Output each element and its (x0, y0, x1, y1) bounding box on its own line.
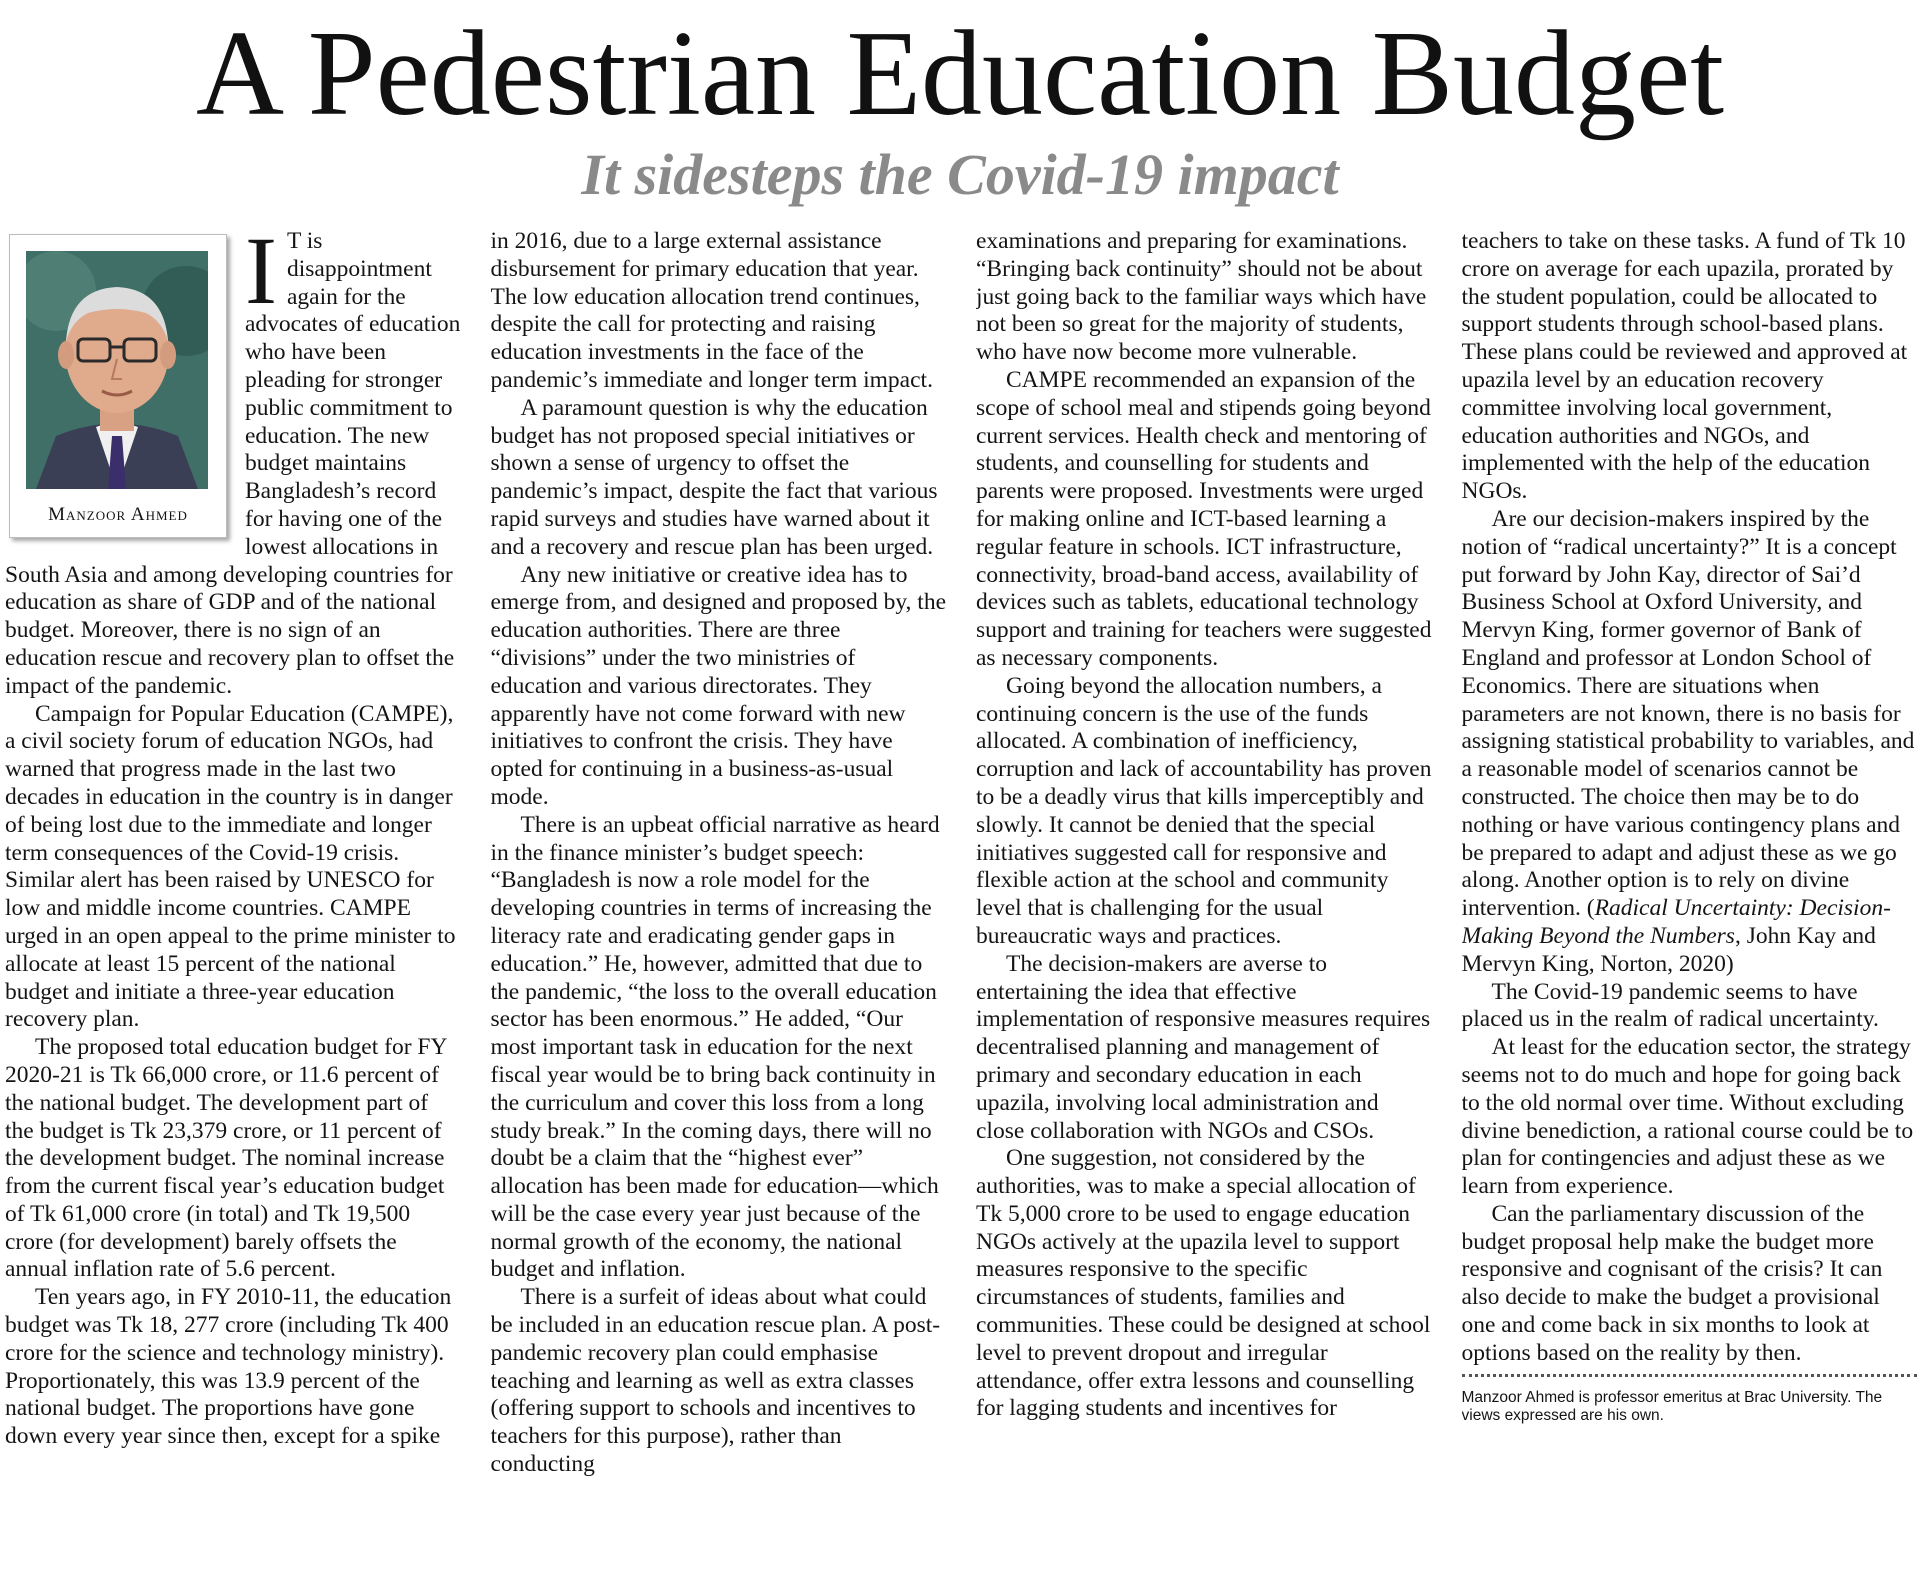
paragraph: At least for the education sector, the strategy seems not to do much and hope for going back to the old normal over time. Without excluding divine benediction, a rational course could be to plan for contingencies and adjust these as we learn from experience. (1461, 1034, 1914, 1200)
column-3 (976, 228, 1432, 1588)
column-2 (491, 228, 947, 1588)
dotted-divider (1462, 1374, 1918, 1377)
author-byline: Manzoor Ahmed (48, 504, 188, 525)
column-1 (5, 228, 461, 1588)
drop-cap: I (245, 228, 277, 324)
paragraph: teachers to take on these tasks. A fund of Tk 10 crore on average for each upazila, prorated by the student population, could be allocated to support students through school-based plans. These plans could be reviewed and approved at upazila level by an education recovery committee involving local government, education authorities and NGOs, and implemented with the help of the education NGOs. (1461, 228, 1908, 505)
paragraph-text: , John Kay and Mervyn King, Norton, 2020) (1461, 922, 1876, 977)
paragraph: Going beyond the allocation numbers, a continuing concern is the use of the funds allocated. A combination of inefficiency, corruption and lack of accountability has proven to be a deadly virus that kills imperceptibly and slowly. It cannot be denied that the special initiatives suggested call for responsive and flexible action at the school and community level that is challenging for the usual bureaucratic ways and practices. (976, 672, 1432, 949)
paragraph: examinations and preparing for examinations. “Bringing back continuity” should not be about just going back to the familiar ways which have not been so great for the majority of students, who have now become more vulnerable. (976, 228, 1427, 366)
author-photo (26, 251, 208, 489)
paragraph: Ten years ago, in FY 2010-11, the education budget was Tk 18, 277 crore (including Tk 400 crore for the science and technology ministry). Proportionately, this was 13.9 percent of the national budget. The proportions have gone down every year since then, except for a spike (5, 1284, 452, 1450)
paragraph-text: Are our decision-makers inspired by the notion of “radical uncertainty?” It is a concept put forward by John Kay, director of Sai’d Business School at Oxford University, and Mervyn King, former governor of Bank of England and professor at London School of Economics. There are situations when parameters are not known, there is no basis for assigning statistical probability to variables, and a reasonable model of scenarios cannot be constructed. The choice then may be to do nothing or have various contingency plans and be prepared to adapt and adjust these as we go along. Another option is to rely on divine intervention. ( (1461, 505, 1915, 922)
headline: A Pedestrian Education Budget (195, 6, 1725, 141)
subheadline: It sidesteps the Covid-19 impact (581, 142, 1339, 207)
paragraph: Campaign for Popular Education (CAMPE), a civil society forum of education NGOs, had warned that progress made in the last two decades in education in the country is in danger of being lost due to the immediate and longer term consequences of the Covid-19 crisis. Similar alert has been raised by UNESCO for low and middle income countries. CAMPE urged in an open appeal to the prime minister to allocate at least 15 percent of the national budget and initiate a three-year education recovery plan. (5, 700, 456, 1033)
author-footnote: Manzoor Ahmed is professor emeritus at Brac University. The views expressed are his own. (1461, 1388, 1883, 1424)
paragraph-text: T is disappointment again for the advocates of education who have been pleading for stronger public commitment to education. The new budget maintains Bangladesh’s record for having one of the lowest allocations in South Asia and among developing countries for education as share of GDP and of the national budget. Moreover, there is no sign of an education rescue and recovery plan to offset the impact of the pandemic. (5, 228, 461, 699)
article-body (5, 228, 1917, 1588)
paragraph: There is an upbeat official narrative as heard in the finance minister’s budget speech: “Bangladesh is now a role model for the developing countries in terms of increasing the literacy rate and eradicating gender gaps in education.” He, however, admitted that due to the pandemic, “the loss to the overall education sector has been enormous.” He added, “Our most important task in education for the next fiscal year would be to bring back continuity in the curriculum and cover this loss from a long study break.” In the coming days, there will no doubt be a claim that the “highest ever” allocation has been made for education—which will be the case every year just because of the normal growth of the economy, the national budget and inflation. (490, 811, 940, 1283)
paragraph: The Covid-19 pandemic seems to have placed us in the realm of radical uncertainty. (1461, 978, 1879, 1033)
column-4 (1462, 228, 1918, 1588)
paragraph: Any new initiative or creative idea has to emerge from, and designed and proposed by, the education authorities. There are three “divisions” under the two ministries of education and various directorates. They apparently have not come forward with new initiatives to confront the crisis. They have opted for continuing in a business-as-usual mode. (490, 561, 946, 810)
book-title: Radical Uncertainty: Decision-Making Beyond the Numbers (1461, 895, 1891, 949)
paragraph: The proposed total education budget for FY 2020-21 is Tk 66,000 crore, or 11.6 percent of the national budget. The development part of the budget is Tk 23,379 crore, or 11 percent of the development budget. The nominal increase from the current fiscal year’s education budget of Tk 61,000 crore (in total) and Tk 19,500 crore (for development) barely offsets the annual inflation rate of 5.6 percent. (5, 1034, 447, 1283)
paragraph: A paramount question is why the education budget has not proposed special initiatives or shown a sense of urgency to offset the pandemic’s impact, despite the fact that various rapid surveys and studies have warned about it and a recovery and rescue plan has been urged. (490, 394, 938, 560)
author-box (9, 234, 227, 538)
paragraph: CAMPE recommended an expansion of the scope of school meal and stipends going beyond current services. Health check and mentoring of students, and counselling for students and parents were proposed. Investments were urged for making online and ICT-based learning a regular feature in schools. ICT infrastructure, connectivity, broad-band access, availability of devices such as tablets, educational technology support and training for teachers were suggested as necessary components. (976, 366, 1432, 671)
paragraph: The decision-makers are averse to entertaining the idea that effective implementation of responsive measures requires decentralised planning and management of primary and secondary education in each upazila, involving local administration and close collaboration with NGOs and CSOs. (976, 950, 1431, 1144)
author-portrait-image (26, 251, 208, 489)
paragraph: One suggestion, not considered by the authorities, was to make a special allocation of Tk 5,000 crore to be used to engage education NGOs actively at the upazila level to support measures responsive to the specific circumstances of students, families and communities. These could be designed at school level to prevent dropout and irregular attendance, offer extra lessons and counselling for lagging students and incentives for (976, 1145, 1431, 1422)
paragraph: There is a surfeit of ideas about what could be included in an education rescue plan. A post-pandemic recovery plan could emphasise teaching and learning as well as extra classes (offering support to schools and incentives to teachers for this purpose), rather than conducting (490, 1284, 941, 1478)
paragraph (1462, 506, 1918, 979)
paragraph: Can the parliamentary discussion of the budget proposal help make the budget more responsive and cognisant of the crisis? It can also decide to make the budget a provisional one and come back in six months to look at options based on the reality by then. (1461, 1200, 1883, 1366)
paragraph: in 2016, due to a large external assistance disbursement for primary education that year. The low education allocation trend continues, despite the call for protecting and raising education investments in the face of the pandemic’s immediate and longer term impact. (490, 228, 933, 393)
